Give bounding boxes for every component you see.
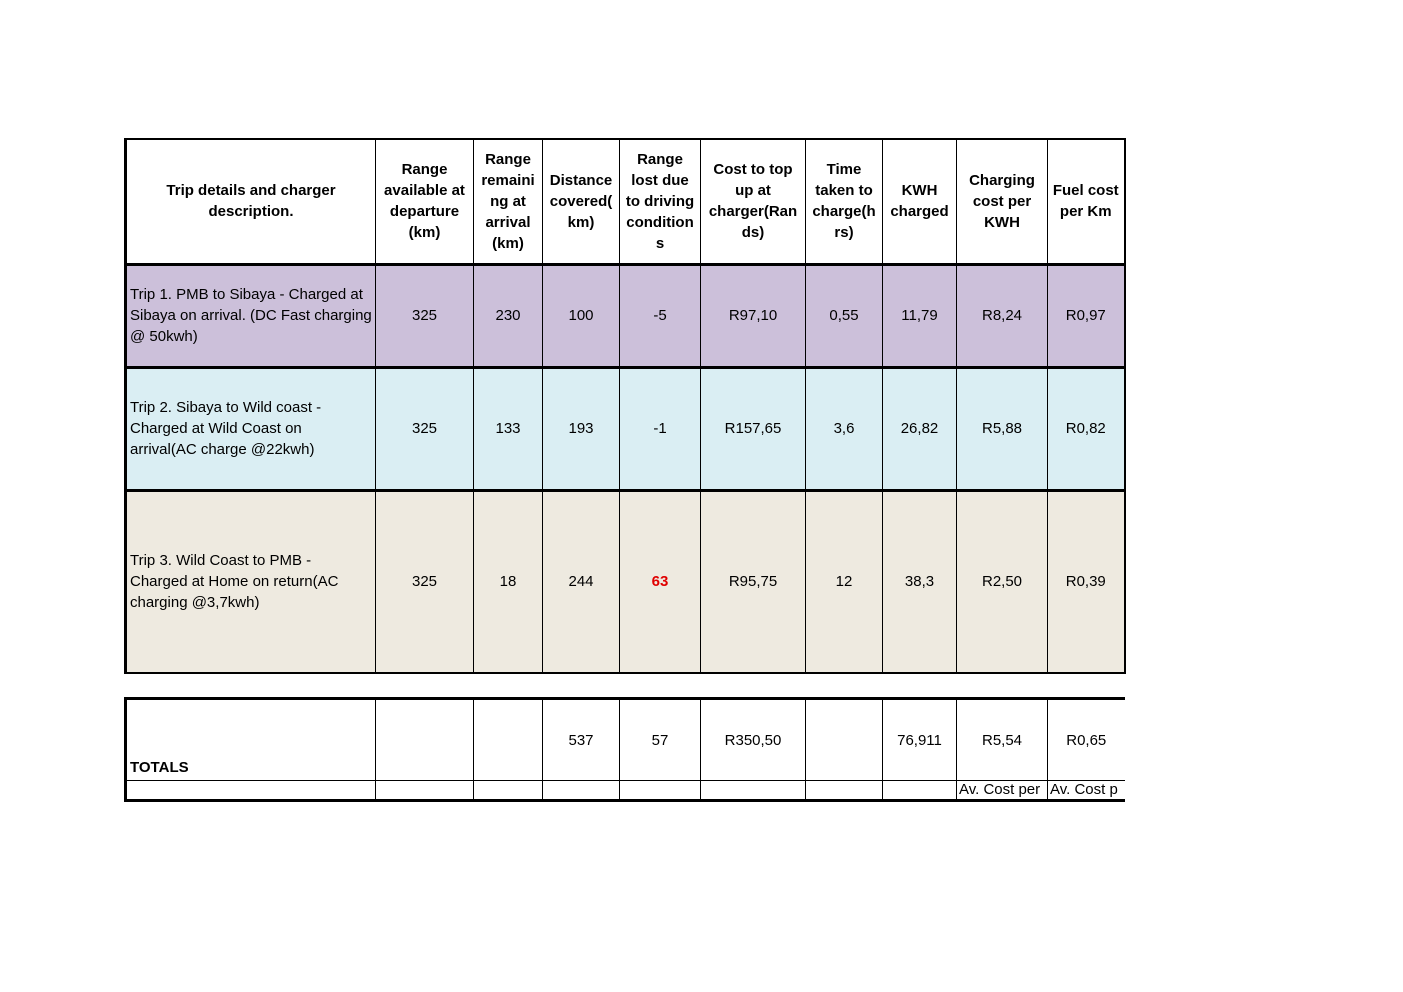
fuel-cost-per-km-cell: R0,97 (1048, 264, 1125, 367)
totals-table (124, 697, 1125, 802)
cost-cell: R157,65 (701, 367, 806, 490)
fuel-cost-per-km-cell: R0,39 (1048, 490, 1125, 673)
header-time: Time taken to charge(h rs) (806, 139, 883, 264)
totals-distance-cell: 537 (543, 699, 620, 781)
fuel-cost-per-km-cell: R0,82 (1048, 367, 1125, 490)
header-cost-per-kwh: Charging cost per KWH (957, 139, 1048, 264)
header-range-departure: Range available at departure (km) (376, 139, 474, 264)
header-row (126, 139, 1125, 264)
totals-cost-cell: R350,50 (701, 699, 806, 781)
trip-description: Trip 2. Sibaya to Wild coast - Charged at Wild Coast on arrival(AC charge @22kwh) (126, 367, 376, 490)
totals-fuel-cost-per-km-cell: R0,65 (1048, 699, 1125, 781)
table-row-trip-2 (126, 367, 1125, 490)
trip-cost-table (124, 138, 1126, 674)
trip-cost-table-container (124, 138, 1126, 674)
distance-cell: 244 (543, 490, 620, 673)
time-cell: 0,55 (806, 264, 883, 367)
range-departure-cell: 325 (376, 490, 474, 673)
time-cell: 12 (806, 490, 883, 673)
header-kwh: KWH charged (883, 139, 957, 264)
note-avg-cost-per-km: Av. Cost p (1048, 781, 1125, 801)
cost-per-kwh-cell: R5,88 (957, 367, 1048, 490)
cost-cell: R95,75 (701, 490, 806, 673)
note-empty-cell (620, 781, 701, 801)
table-row-trip-1 (126, 264, 1125, 367)
totals-label: TOTALS (126, 699, 376, 781)
distance-cell: 100 (543, 264, 620, 367)
note-empty-cell (701, 781, 806, 801)
range-arrival-cell: 18 (474, 490, 543, 673)
totals-table-container (124, 697, 1125, 802)
cost-cell: R97,10 (701, 264, 806, 367)
header-distance: Distance covered( km) (543, 139, 620, 264)
note-empty-cell (883, 781, 957, 801)
header-range-arrival: Range remaini ng at arrival (km) (474, 139, 543, 264)
note-avg-cost-per-kwh: Av. Cost per (957, 781, 1048, 801)
range-arrival-cell: 230 (474, 264, 543, 367)
range-lost-cell: -5 (620, 264, 701, 367)
range-arrival-cell: 133 (474, 367, 543, 490)
totals-cost-per-kwh-cell: R5,54 (957, 699, 1048, 781)
note-empty-cell (376, 781, 474, 801)
cost-per-kwh-cell: R2,50 (957, 490, 1048, 673)
range-lost-cell: 63 (620, 490, 701, 673)
note-empty-cell (126, 781, 376, 801)
kwh-cell: 11,79 (883, 264, 957, 367)
header-trip-details: Trip details and charger description. (126, 139, 376, 264)
note-empty-cell (474, 781, 543, 801)
range-departure-cell: 325 (376, 367, 474, 490)
kwh-cell: 38,3 (883, 490, 957, 673)
note-empty-cell (806, 781, 883, 801)
totals-row (126, 699, 1125, 781)
totals-range-lost-cell: 57 (620, 699, 701, 781)
average-note-row (126, 781, 1125, 801)
trip-description: Trip 1. PMB to Sibaya - Charged at Sibaya on arrival. (DC Fast charging @ 50kwh) (126, 264, 376, 367)
totals-time-cell (806, 699, 883, 781)
totals-kwh-cell: 76,911 (883, 699, 957, 781)
table-row-trip-3 (126, 490, 1125, 673)
distance-cell: 193 (543, 367, 620, 490)
kwh-cell: 26,82 (883, 367, 957, 490)
totals-range-arrival-cell (474, 699, 543, 781)
trip-description: Trip 3. Wild Coast to PMB - Charged at Home on return(AC charging @3,7kwh) (126, 490, 376, 673)
cost-per-kwh-cell: R8,24 (957, 264, 1048, 367)
totals-range-departure-cell (376, 699, 474, 781)
time-cell: 3,6 (806, 367, 883, 490)
range-departure-cell: 325 (376, 264, 474, 367)
header-fuel-cost-per-km: Fuel cost per Km (1048, 139, 1125, 264)
note-empty-cell (543, 781, 620, 801)
range-lost-cell: -1 (620, 367, 701, 490)
header-range-lost: Range lost due to driving condition s (620, 139, 701, 264)
header-cost: Cost to top up at charger(Ran ds) (701, 139, 806, 264)
